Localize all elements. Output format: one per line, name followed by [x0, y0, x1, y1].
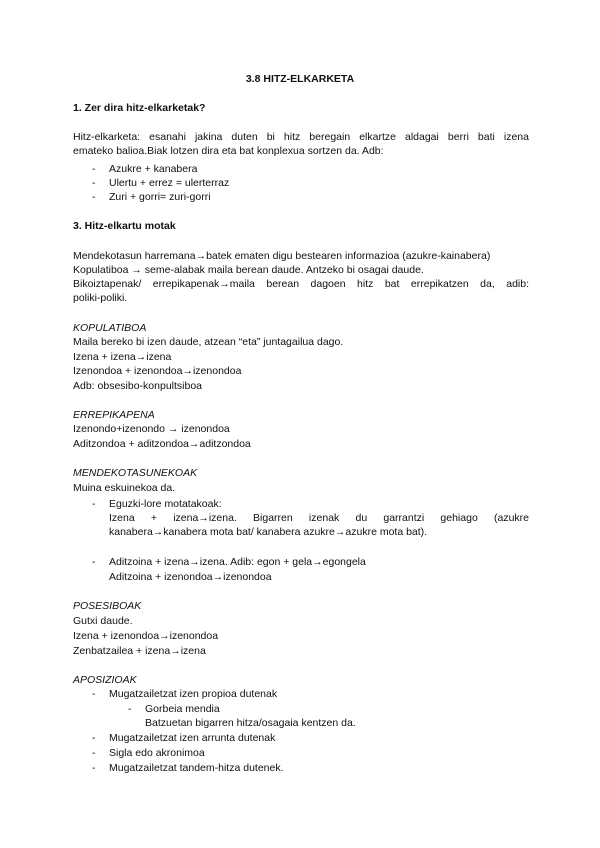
kopulatiboa-heading: KOPULATIBOA [73, 322, 147, 334]
section3-line: poliki-poliki. [73, 292, 128, 304]
posesiboak-line: Izena + izenondoa→izenondoa [73, 630, 219, 642]
posesiboak-heading: POSESIBOAK [73, 600, 142, 612]
posesiboak-line: Gutxi daude. [73, 615, 133, 627]
list-item: Mugatzailetzat tandem-hitza dutenek. [109, 762, 284, 774]
list-item: Sigla edo akronimoa [109, 747, 205, 759]
section1-paragraph-line1: Hitz-elkarketa: esanahi jakina duten bi hitz beregain elkartze aldagai berri bati izena [73, 131, 529, 143]
section3-heading: 3. Hitz-elkartu motak [73, 220, 176, 232]
mendekotasunekoak-heading: MENDEKOTASUNEKOAK [73, 467, 198, 479]
kopulatiboa-line: Izenondoa + izenondoa→izenondoa [73, 365, 242, 377]
list-item: Mugatzailetzat izen arrunta dutenak [109, 732, 276, 744]
list-dash: - [92, 688, 96, 700]
list-item: Azukre + kanabera [109, 163, 198, 175]
errepikapena-line: Izenondo+izenondo → izenondoa [73, 423, 230, 435]
list-dash: - [92, 747, 96, 759]
page-title: 3.8 HITZ-ELKARKETA [245, 73, 355, 85]
list-dash: - [92, 177, 96, 189]
aposizioak-heading: APOSIZIOAK [73, 674, 137, 686]
sublist-item-note: Batzuetan bigarren hitza/osagaia kentzen da. [145, 717, 356, 729]
errepikapena-line: Aditzondoa + aditzondoa→aditzondoa [73, 438, 251, 450]
list-dash: - [92, 498, 96, 510]
section3-line: Mendekotasun harremana→batek ematen digu bestearen informazioa (azukre-kainabera) [73, 250, 491, 262]
list-item-text: kanabera→kanabera mota bat/ kanabera azukre→azukre mota bat). [109, 526, 428, 538]
sublist-item: Gorbeia mendia [145, 703, 220, 715]
section3-line: Bikoiztapenak/ errepikapenak→maila berean dagoen hitz bat errepikatzen da, adib: [73, 278, 529, 290]
kopulatiboa-line: Adb: obsesibo-konpultsiboa [73, 380, 203, 392]
section3-line: Kopulatiboa → seme-alabak maila berean daude. Antzeko bi osagai daude. [73, 264, 424, 276]
kopulatiboa-line: Maila bereko bi izen daude, atzean “eta” juntagailua dago. [73, 336, 344, 348]
list-dash: - [92, 732, 96, 744]
section1-heading: 1. Zer dira hitz-elkarketak? [73, 102, 206, 114]
sublist-dash: - [128, 703, 132, 715]
mendekotasunekoak-intro: Muina eskuinekoa da. [73, 482, 176, 494]
list-item-text: Aditzoina + izenondoa→izenondoa [109, 571, 272, 583]
list-item: Aditzoina + izena→izena. Adib: egon + gela→egongela [109, 556, 366, 568]
list-item: Ulertu + errez = ulerterraz [109, 177, 230, 189]
list-item: Mugatzailetzat izen propioa dutenak [109, 688, 278, 700]
list-item-text: Izena + izena→izena. Bigarren izenak du garrantzi gehiago (azukre [109, 512, 529, 524]
errepikapena-heading: ERREPIKAPENA [73, 409, 155, 421]
kopulatiboa-line: Izena + izena→izena [73, 351, 172, 363]
list-item: Zuri + gorri= zuri-gorri [109, 191, 211, 203]
list-dash: - [92, 163, 96, 175]
posesiboak-line: Zenbatzailea + izena→izena [73, 645, 206, 657]
section1-paragraph-line2: emateko balioa.Biak lotzen dira eta bat konplexua sortzen da. Adb: [73, 145, 384, 157]
list-dash: - [92, 556, 96, 568]
list-dash: - [92, 762, 96, 774]
list-item: Eguzki-lore motatakoak: [109, 498, 222, 510]
list-dash: - [92, 191, 96, 203]
